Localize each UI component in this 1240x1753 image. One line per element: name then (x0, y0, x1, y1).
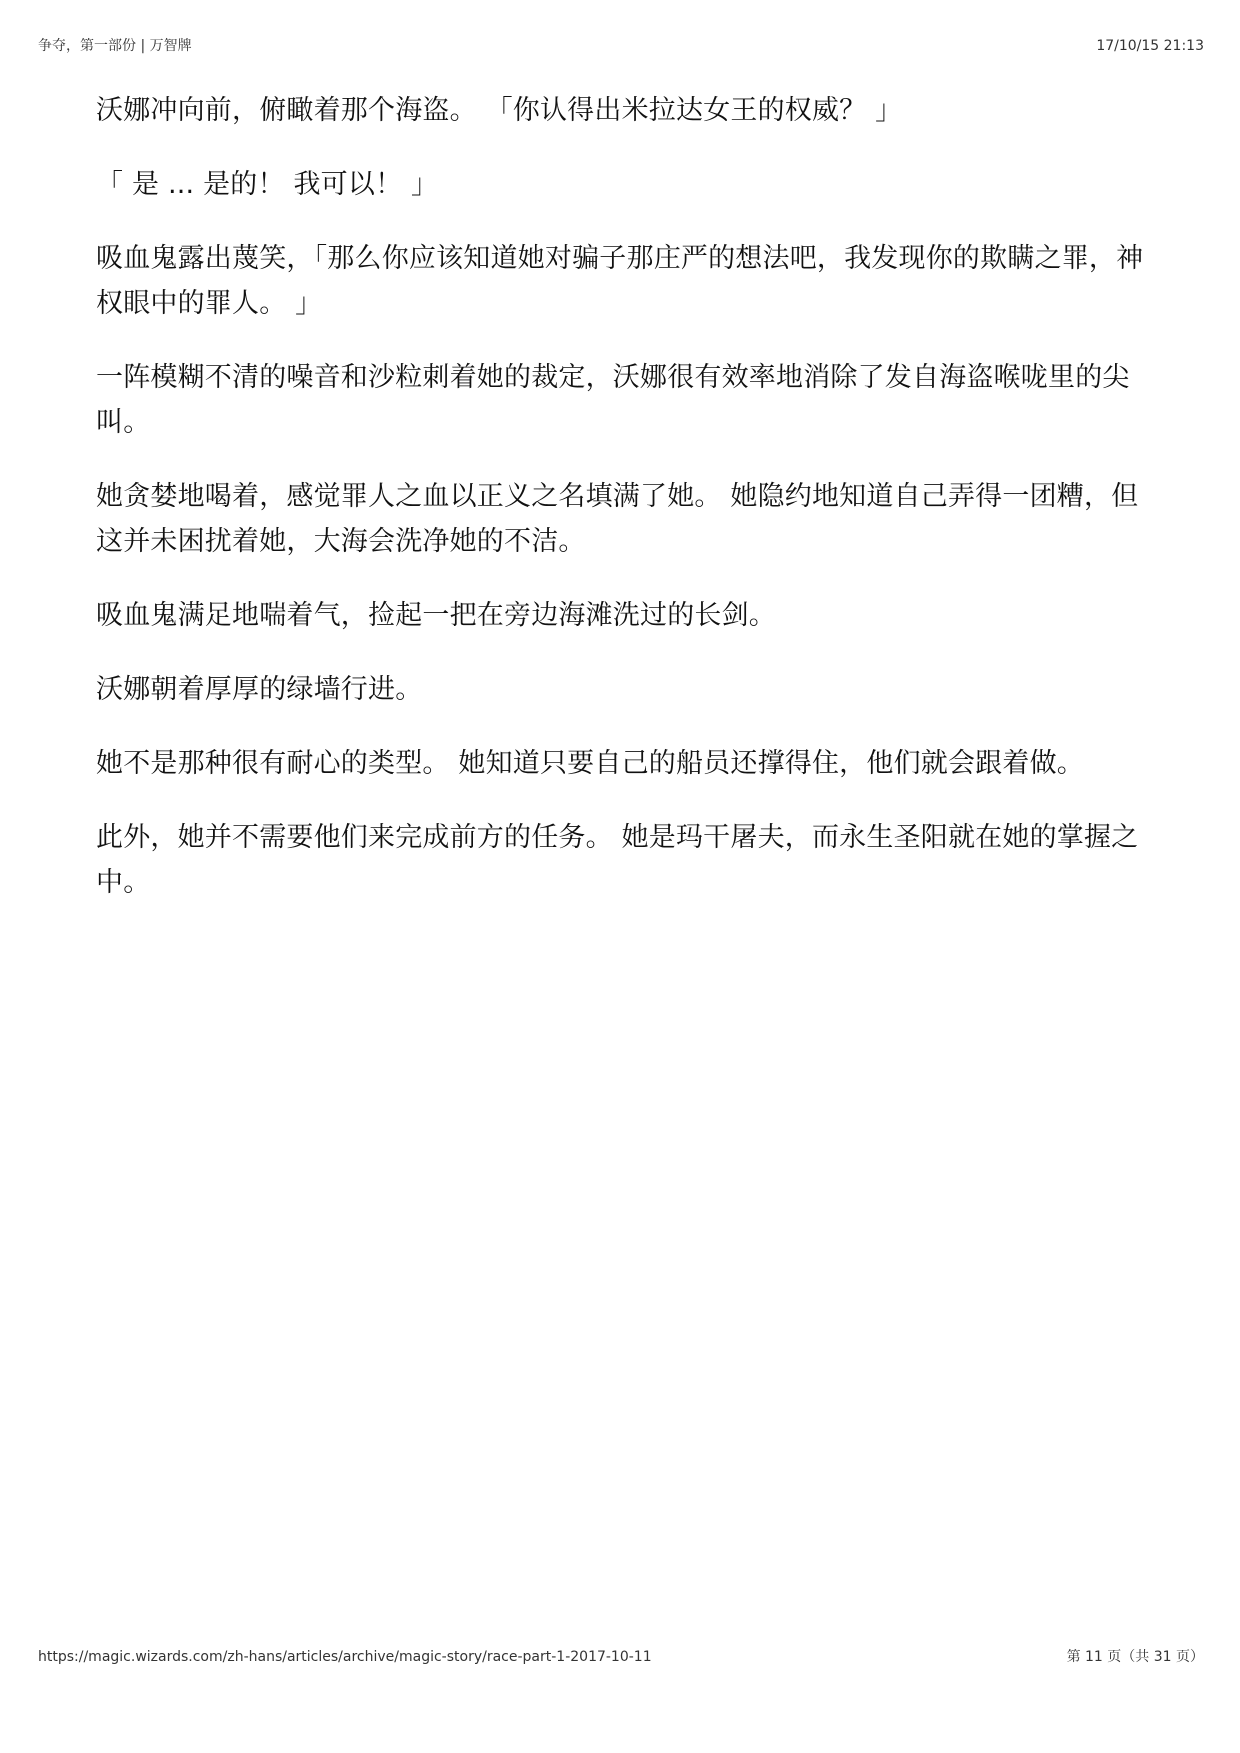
paragraph: 沃娜冲向前，俯瞰着那个海盗。 「你认得出米拉达女王的权威？ 」 (96, 95, 903, 126)
paragraph: 吸血鬼露出蔑笑，「那么你应该知道她对骗子那庄严的想法吧，我发现你的欺瞒之罪，神权眼中的罪人。 」 (96, 243, 1144, 319)
page-number: 第 11 页（共 31 页） (1066, 1649, 1204, 1665)
paragraph: 她不是那种很有耐心的类型。 她知道只要自己的船员还撑得住，他们就会跟着做。 (96, 748, 1084, 779)
print-footer (38, 1645, 1204, 1669)
print-header (38, 34, 1204, 58)
page-title: 争夺，第一部份 | 万智牌 (38, 38, 192, 54)
paragraph: 吸血鬼满足地喘着气，捡起一把在旁边海滩洗过的长剑。 (96, 600, 776, 631)
paragraph: 她贪婪地喝着，感觉罪人之血以正义之名填满了她。 她隐约地知道自己弄得一团糟，但这并未困扰着她，大海会洗净她的不洁。 (96, 481, 1139, 557)
paragraph: 一阵模糊不清的噪音和沙粒刺着她的裁定，沃娜很有效率地消除了发自海盗喉咙里的尖叫。 (96, 362, 1130, 438)
paragraph: 此外，她并不需要他们来完成前方的任务。 她是玛干屠夫，而永生圣阳就在她的掌握之中。 (96, 822, 1139, 898)
paragraph: 沃娜朝着厚厚的绿墙行进。 (96, 674, 423, 705)
print-datetime: 17/10/15 21:13 (1096, 38, 1204, 54)
paragraph: 「 是 ... 是的！ 我可以！ 」 (96, 169, 439, 200)
source-url: https://magic.wizards.com/zh-hans/articles/archive/magic-story/race-part-1-2017-10-11 (38, 1649, 652, 1665)
article-body (96, 88, 1156, 934)
